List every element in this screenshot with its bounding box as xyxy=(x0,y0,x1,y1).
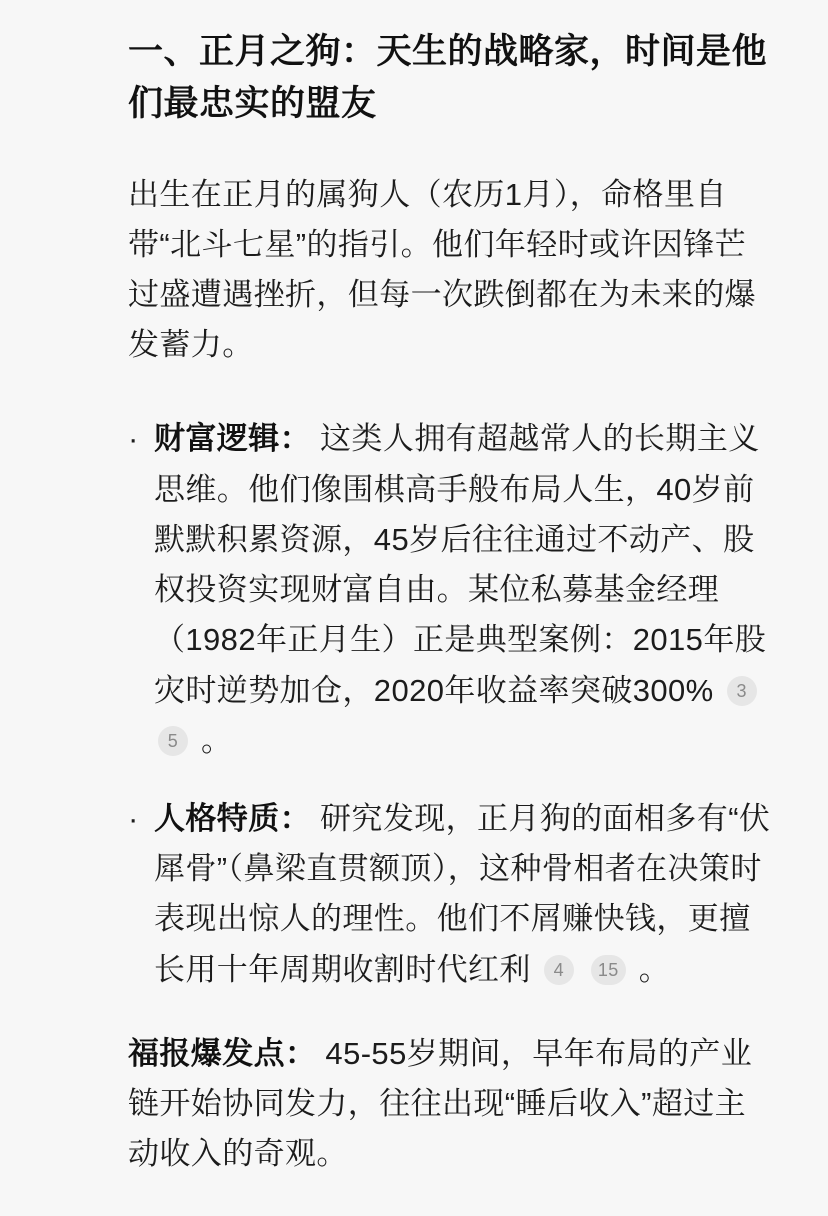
list-item-text: 这类人拥有超越常人的长期主义思维。他们像围棋高手般布局人生，40岁前默默积累资源，45岁后往往通过不动产、股权投资实现财富自由。某位私募基金经理（1982年正月生）正是典型案例：2015年股灾时逆势加仓，2020年收益率突破300% xyxy=(154,421,767,708)
list-item-text-end: 。 xyxy=(638,951,671,987)
list-item-label: 人格特质： xyxy=(154,801,311,836)
bullet-dot-icon: · xyxy=(128,421,139,457)
bullet-dot-icon: · xyxy=(128,801,139,836)
closing-label: 福报爆发点： xyxy=(128,1035,317,1071)
citation-badge[interactable]: 15 xyxy=(591,955,626,985)
citation-badge[interactable]: 3 xyxy=(727,676,757,706)
intro-paragraph: 出生在正月的属狗人（农历1月），命格里自带“北斗七星”的指引。他们年轻时或许因锋芒过盛遭遇挫折，但每一次跌倒都在为未来的爆发蓄力。 xyxy=(128,176,756,363)
citation-badge[interactable]: 5 xyxy=(158,726,188,756)
closing-text: 45-55岁期间，早年布局的产业链开始协同发力，往往出现“睡后收入”超过主动收入的奇观。 xyxy=(128,1035,753,1172)
list-item-text-end: 。 xyxy=(201,722,233,758)
citation-badge[interactable]: 4 xyxy=(544,955,574,985)
list-item-text: 研究发现，正月狗的面相多有“伏犀骨”（鼻梁直贯额顶），这种骨相者在决策时表现出惊人的理性。他们不屑赚快钱，更擅长用十年周期收割时代红利 xyxy=(154,801,771,987)
bullet-list xyxy=(128,414,772,994)
list-item xyxy=(128,414,772,766)
list-item-label: 财富逻辑： xyxy=(154,421,311,457)
list-item xyxy=(128,794,772,995)
page-title: 一、正月之狗：天生的战略家，时间是他们最忠实的盟友 xyxy=(128,32,768,123)
closing-paragraph xyxy=(128,1029,772,1180)
